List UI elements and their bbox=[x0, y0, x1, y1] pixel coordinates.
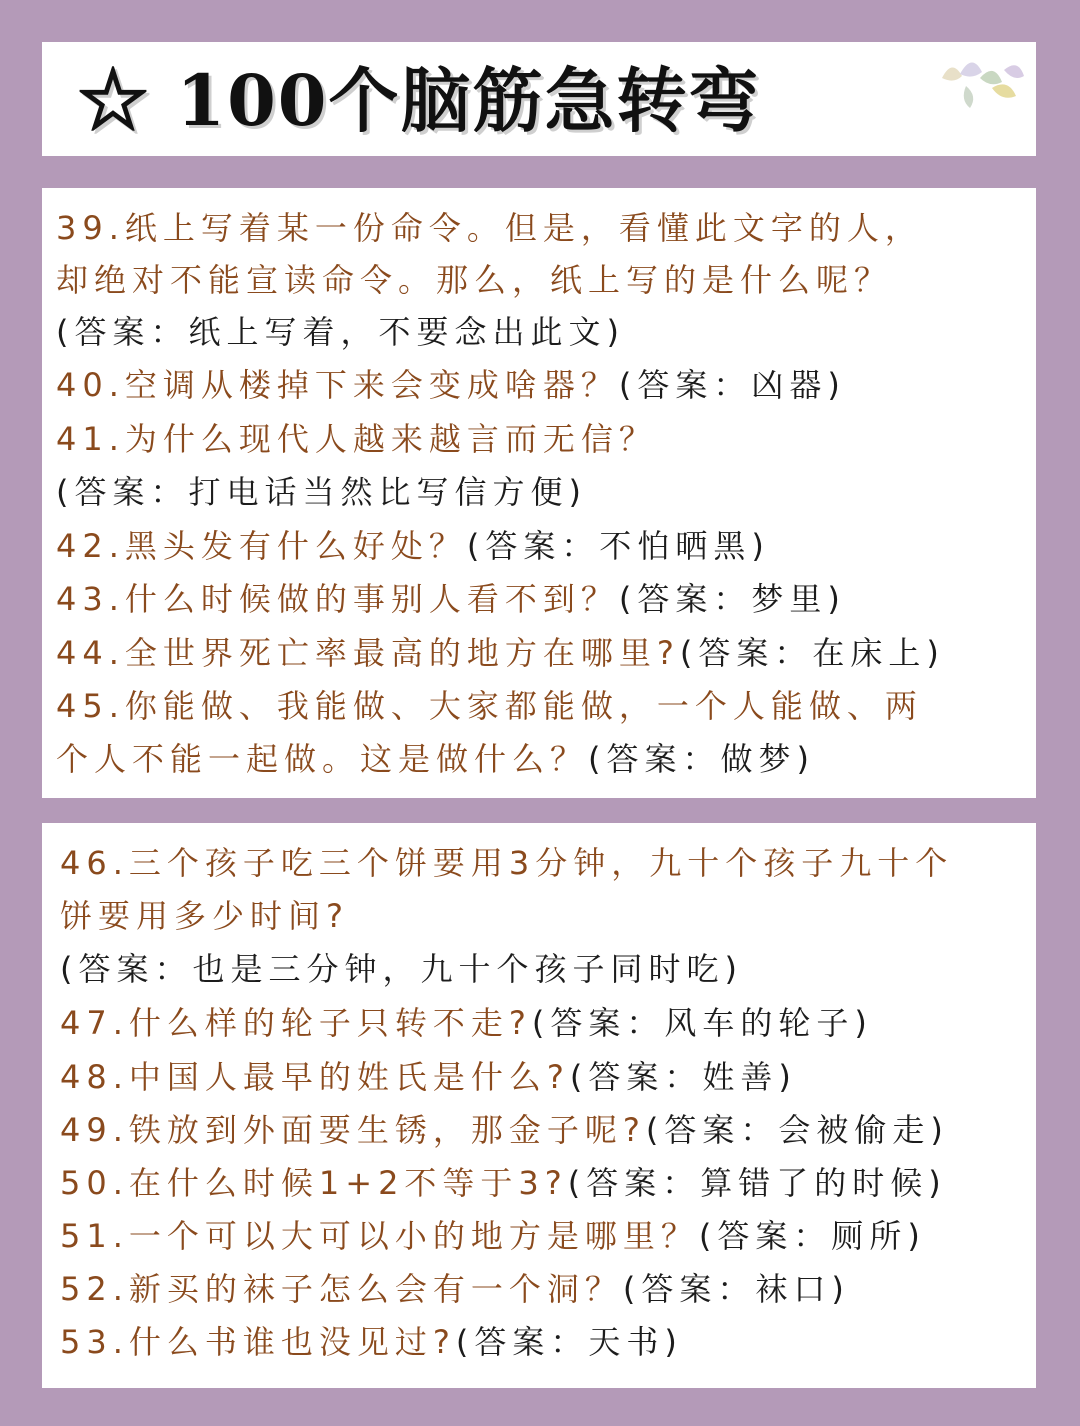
answer-line: (答案：纸上写着，不要念出此文) bbox=[56, 313, 625, 351]
page-title: ☆ 100个脑筋急转弯 bbox=[78, 59, 761, 142]
riddle-line: 52.新买的袜子怎么会有一个洞？(答案：袜口) bbox=[60, 1270, 850, 1308]
riddle-line: 饼要用多少时间? bbox=[60, 897, 349, 935]
riddle-line: 43.什么时候做的事别人看不到？(答案：梦里) bbox=[56, 580, 846, 618]
riddle-line: 却绝对不能宣读命令。那么，纸上写的是什么呢？ bbox=[56, 261, 893, 299]
riddle-line: 44.全世界死亡率最高的地方在哪里?(答案：在床上) bbox=[56, 634, 945, 672]
riddle-line: 48.中国人最早的姓氏是什么?(答案：姓善) bbox=[60, 1058, 797, 1096]
riddle-line: 50.在什么时候1+2不等于3?(答案：算错了的时候) bbox=[60, 1164, 947, 1202]
riddle-line: 49.铁放到外面要生锈，那金子呢?(答案：会被偷走) bbox=[60, 1111, 949, 1149]
answer-line: (答案：打电话当然比写信方便) bbox=[56, 473, 587, 511]
riddle-line: 39.纸上写着某一份命令。但是，看懂此文字的人， bbox=[56, 209, 923, 247]
riddle-line: 46.三个孩子吃三个饼要用3分钟，九十个孩子九十个 bbox=[60, 844, 954, 882]
riddle-line: 45.你能做、我能做、大家都能做，一个人能做、两 bbox=[56, 687, 923, 725]
riddle-line: 47.什么样的轮子只转不走?(答案：风车的轮子) bbox=[60, 1004, 873, 1042]
riddle-line: 51.一个可以大可以小的地方是哪里？(答案：厕所) bbox=[60, 1217, 926, 1255]
riddle-line: 个人不能一起做。这是做什么？(答案：做梦) bbox=[56, 740, 815, 778]
answer-line: (答案：也是三分钟，九十个孩子同时吃) bbox=[60, 950, 743, 988]
riddle-line: 41.为什么现代人越来越言而无信？ bbox=[56, 420, 657, 458]
riddle-line: 53.什么书谁也没见过?(答案：天书) bbox=[60, 1323, 683, 1361]
flower-decoration-icon bbox=[922, 48, 1032, 120]
riddle-line: 40.空调从楼掉下来会变成啥器？(答案：凶器) bbox=[56, 366, 846, 404]
riddle-line: 42.黑头发有什么好处？(答案：不怕晒黑) bbox=[56, 527, 770, 565]
